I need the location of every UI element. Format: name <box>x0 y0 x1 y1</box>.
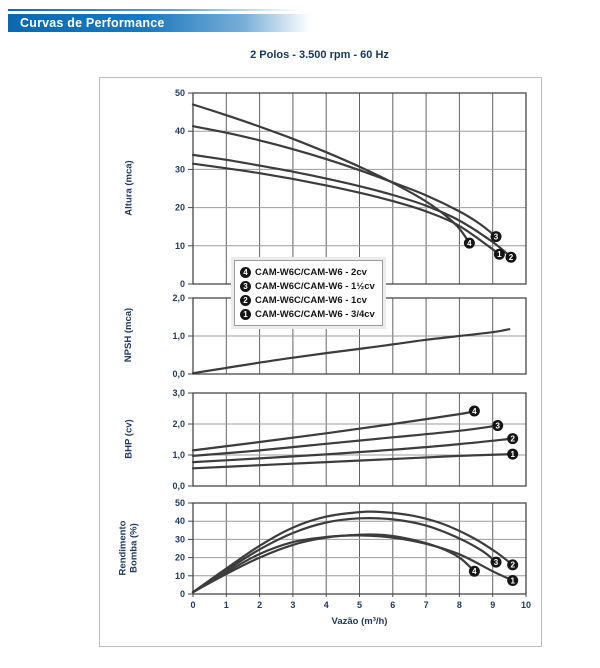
chart-subtitle: 2 Polos - 3.500 rpm - 60 Hz <box>250 49 389 61</box>
curve-4 <box>193 105 469 244</box>
curve-2 <box>193 512 513 593</box>
curve-3 <box>193 518 496 592</box>
ylabel-rendimento <box>117 503 139 594</box>
x-tick-label: 6 <box>390 600 396 610</box>
x-tick-label: 10 <box>520 600 532 610</box>
y-tick-label: 3,0 <box>172 388 185 398</box>
curve-marker-number: 3 <box>493 232 499 242</box>
y-tick-label: 0 <box>179 589 185 599</box>
curve-legend <box>234 260 383 326</box>
y-tick-label: 20 <box>174 202 185 213</box>
y-tick-label: 30 <box>174 534 185 545</box>
legend-item <box>240 279 375 293</box>
curve-marker-number: 1 <box>510 449 515 459</box>
x-tick-label: 3 <box>290 600 296 610</box>
curve-marker-number: 2 <box>510 560 515 570</box>
curve-1 <box>193 535 513 592</box>
curve-4 <box>193 411 474 450</box>
x-tick-label: 9 <box>490 600 496 610</box>
y-tick-label: 0 <box>179 279 185 289</box>
curve-1-badge-icon: 1 <box>240 309 251 320</box>
curve-marker-number: 4 <box>472 567 477 577</box>
ylabel-altura: Altura (mca) <box>123 160 134 216</box>
legend-item <box>240 293 375 307</box>
legend-label: CAM-W6C/CAM-W6 - 1cv <box>255 294 367 306</box>
y-tick-label: 10 <box>174 240 185 251</box>
curve-1 <box>193 454 513 468</box>
x-tick-label: 5 <box>356 600 363 610</box>
curve-marker-number: 1 <box>510 576 515 586</box>
curve-2-badge-icon: 2 <box>240 295 251 306</box>
legend-item <box>240 265 375 279</box>
x-tick-label: 7 <box>423 600 429 610</box>
y-tick-label: 40 <box>174 126 185 137</box>
panel-bhp <box>172 388 526 491</box>
curve-marker-number: 2 <box>510 434 515 444</box>
performance-charts-svg <box>100 78 541 646</box>
y-tick-label: 1,0 <box>172 331 185 341</box>
y-tick-label: 50 <box>174 498 185 508</box>
panel-rendimento <box>175 498 531 610</box>
curve-marker-number: 3 <box>495 421 500 431</box>
legend-item <box>240 307 375 321</box>
performance-chart-box <box>99 77 542 647</box>
y-tick-label: 1,0 <box>172 450 185 460</box>
section-banner-title: Curvas de Performance <box>20 16 165 30</box>
x-tick-label: 4 <box>323 600 329 610</box>
ylabel-npsh: NPSH (mca) <box>123 307 134 363</box>
header-accent-rule <box>8 9 300 11</box>
x-tick-label: 2 <box>257 600 263 610</box>
curve-4-badge-icon: 4 <box>240 267 251 278</box>
xlabel-vazao: Vazão (m³/h) <box>331 616 388 627</box>
y-tick-label: 0,0 <box>172 481 185 491</box>
x-tick-label: 1 <box>223 600 229 610</box>
x-tick-label: 8 <box>456 600 462 610</box>
curve-marker-number: 3 <box>493 557 499 567</box>
y-tick-label: 2,0 <box>172 293 185 303</box>
ylabel-rendimento-line2: Bomba (%) <box>128 523 139 573</box>
y-tick-label: 50 <box>174 88 185 98</box>
panel-altura <box>175 88 526 289</box>
curve-3-badge-icon: 3 <box>240 281 251 292</box>
curve-marker-number: 2 <box>508 253 514 263</box>
ylabel-rendimento-line1: Rendimento <box>117 520 128 576</box>
legend-label: CAM-W6C/CAM-W6 - 2cv <box>255 266 367 278</box>
y-tick-label: 40 <box>174 516 185 527</box>
y-tick-label: 2,0 <box>172 419 185 429</box>
curve-marker-number: 4 <box>472 406 477 416</box>
section-banner <box>8 14 310 32</box>
ylabel-bhp: BHP (cv) <box>123 419 134 459</box>
legend-label: CAM-W6C/CAM-W6 - 1½cv <box>255 280 375 292</box>
legend-label: CAM-W6C/CAM-W6 - 3/4cv <box>255 308 375 320</box>
y-tick-label: 10 <box>174 570 185 581</box>
curve-marker-number: 1 <box>497 250 502 260</box>
y-tick-label: 20 <box>174 552 185 563</box>
curve-marker-number: 4 <box>467 238 472 248</box>
y-tick-label: 0,0 <box>172 369 185 379</box>
x-tick-label: 0 <box>190 600 196 610</box>
y-tick-label: 30 <box>174 164 185 175</box>
